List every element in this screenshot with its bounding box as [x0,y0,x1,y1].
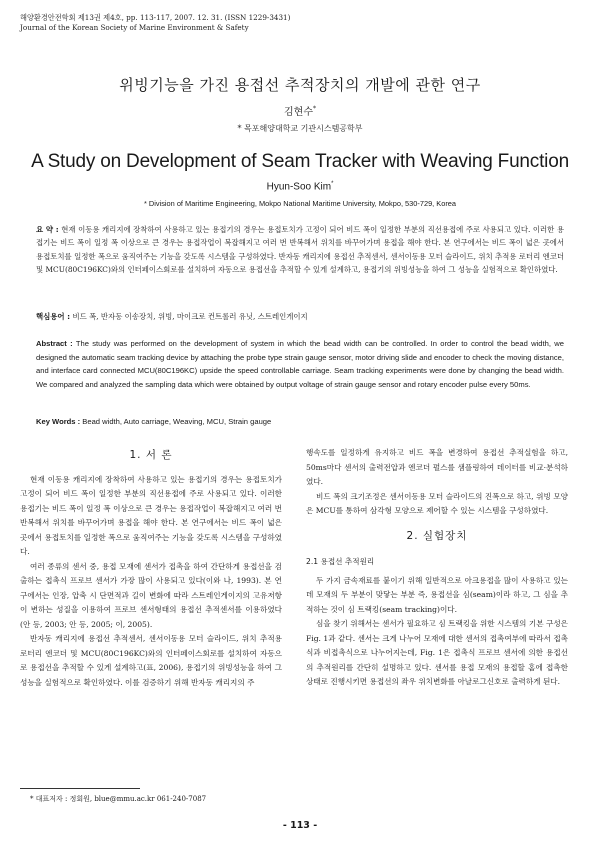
section-2-title: 2. 실험장치 [406,529,468,542]
corresponding-author-footnote: * 대표저자 : 정회원, blue@mmu.ac.kr 061-240-7087 [30,795,207,803]
section-1-last-paragraph: 비드 폭의 크기조정은 센서이동용 모터 슬라이드의 진폭으로 하고, 위빙 모양은 MCU를 통하여 삼각형 모양으로 제어할 수 있는 시스템을 구성하였다. [306,491,568,515]
section-2-paragraph: 심을 찾기 위해서는 센서가 필요하고 심 트랙킹을 위한 시스템의 기본 구성은 Fig. 1과 같다. 센서는 크게 나누어 모재에 대한 센서의 접촉여부에 따라서 접촉식과 비접촉식으로 나누어지는데, Fig. 1은 접촉식 프로브 센서에 의한 용접선의 추적원리를 간단히 설명하고 있다. 센서를 용접 모재의 용접할 홈에 접촉한 상태로 진행시키면 용접선의 좌우 위치변화를 아날로그신호로 출력하게 된다. [306,619,568,686]
korean-title: 위빙기능을 가진 용접선 추적장치의 개발에 관한 연구 [119,76,481,94]
section-1-paragraph: 현재 이동용 캐리지에 장착하여 사용하고 있는 용접기의 경우는 용접토치가 고정이 되어 비드 폭이 일정한 부분의 직선용접에 주로 사용되고 있다. 이러한 용접기는 비드 폭이 일정 폭 이상으로 큰 경우는 용접작업이 복잡해지고 여러 번 반복해서 위치를 바꾸어가며 용접을 해야 한다. 본 연구에서는 비드 폭이 넓은 곳에서 용접토치를 일정한 폭으로 움직여주는 기능을 갖도록 시스템을 구성하였다. [20,474,282,556]
english-title: A Study on Development of Seam Tracker with Weaving Function [31,151,569,172]
journal-citation: 해양환경안전학회 제13권 제4호, pp. 113-117, 2007. 12. 31. (ISSN 1229-3431) [20,13,291,22]
english-author-name: Hyun-Soo Kim [266,181,332,193]
english-abstract-text: The study was performed on the development of system in which the bead width can be controlled. In order to control the bead width, we designed the automatic seam tracking device by attaching the probe type strain gauge sensor, motor driving slide and encoder to check the moving distance, and interface card connected MCU(80C196KC) upside the speed controllable carriage. Seam tracking experiments were done by changing the bead width. We compared and analyzed the sampling data which were obtained by output voltage of strain gauge sensor and rotary encoder pulse every 50ms. [36,339,564,389]
english-abstract-label: Abstract : [36,339,73,348]
korean-abstract [36,223,564,277]
english-keywords-label: Key Words : [36,417,81,426]
korean-affiliation: * 목포해양대학교 기관시스템공학부 [237,124,363,133]
korean-author-mark: * [312,105,316,113]
footnote-divider [20,788,140,789]
section-2-paragraph: 두 가지 금속재료를 붙이기 위해 일반적으로 아크용접을 많이 사용하고 있는데 모재의 두 부분이 맞닿는 부분 즉, 용접선을 심(seam)이라 하고, 그 심을 추적하는 것이 심 트랙킹(seam tracking)이다. [306,575,568,614]
korean-author-name: 김현수 [284,107,313,118]
journal-name: Journal of the Korean Society of Marine Environment & Safety [20,23,249,32]
subsection-2-1-title: 2.1 용접선 추적원리 [306,557,375,566]
section-1-title: 1. 서 론 [129,449,173,461]
page-number: - 113 - [282,820,318,831]
section-1-paragraph: 반자동 캐리지에 용접선 추적센서, 센서이동용 모터 슬라이드, 위치 추적용 로터리 엔코더 및 MCU(80C196KC)와의 인터페이스회로를 설치하여 자동으로 용접선을 추적할 수 있게 설계하고(표, 2006), 용접기의 위빙성능을 하여 그 성능을 실험적으로 확인하였다. 이를 검증하기 위해 반자동 캐리지의 주 [20,634,282,687]
korean-abstract-text: 현재 이동용 캐리지에 장착하여 사용하고 있는 용접기의 경우는 용접토치가 고정이 되어 비드 폭이 일정한 부분의 직선용접에 주로 사용되고 있다. 이러한 용접기는 비드 폭이 일정 폭 이상으로 큰 경우는 용접작업이 복잡해지고 여러 번 반복해서 위치를 바꾸어가며 용접을 해야 한다. 본 연구에서는 비드 폭이 넓은 곳에서 용접토치를 일정한 폭으로 움직여주는 기능을 갖도록 시스템을 구성하였다. 반자동 캐리지에 용접선 추적센서, 센서이동용 모터 슬라이드, 위치 추적용 로터리 엔코더 및 MCU(80C196KC)와의 인터페이스회로를 설치하여 자동으로 용접선을 추적할 수 있게 설계하고, 용접기의 위빙성능을 하여 그 성능을 실험적으로 확인하였다. [36,225,564,275]
korean-keywords-label: 핵심용어 : [36,312,71,321]
journal-header [20,13,290,33]
english-author [0,181,600,192]
right-column [306,446,568,690]
english-abstract [36,337,564,391]
left-column [20,440,282,690]
korean-keywords [36,311,564,323]
english-keywords-text: Bead width, Auto carriage, Weaving, MCU, Strain gauge [82,417,272,426]
section-1-paragraph: 여러 종류의 센서 중, 용접 모재에 센서가 접촉을 하여 간단하게 용접선을 검출하는 접촉식 프로브 센서가 가장 많이 사용되고 있다(이와 나, 1993). 본 연구에서는 인장, 압축 시 단면적과 길이 변화에 따라 스트레인게이지의 고유저항이 변하는 성질을 이용하여 프로브 센서형태의 용접선 추적센서를 이용하였다(안 등, 2003; 안 등, 2005; 이, 2005). [20,561,282,629]
korean-keywords-text: 비드 폭, 반자동 이송장치, 위빙, 마이크로 컨트롤러 유닛, 스트레인게이지 [72,312,308,321]
english-author-mark: * [331,181,334,187]
section-1-continued: 행속도를 일정하게 유지하고 비드 폭을 변경하여 용접선 추적실험을 하고, 50ms마다 센서의 출력전압과 엔코더 펄스를 샘플링하여 데이터를 비교·분석하였다. [306,448,568,486]
korean-author [0,103,600,118]
korean-abstract-label: 요 약 : [36,225,59,234]
english-affiliation: * Division of Maritime Engineering, Mokpo National Maritime University, Mokpo, 530-729, Korea [143,199,457,208]
english-keywords [36,416,564,428]
